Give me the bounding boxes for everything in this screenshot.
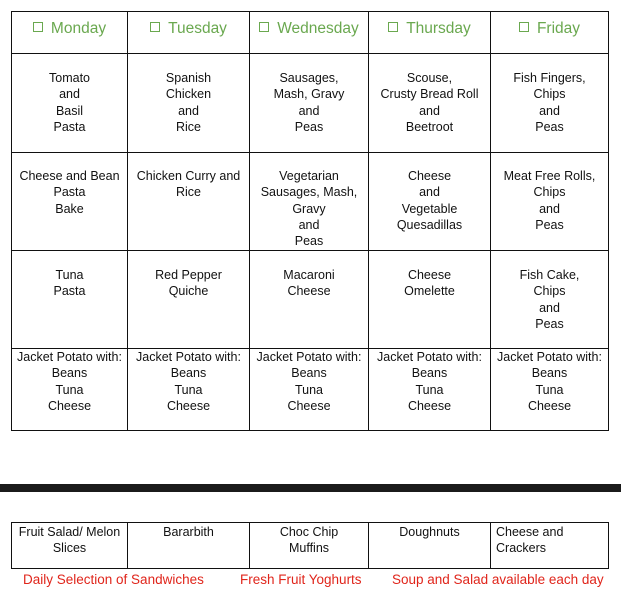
- dessert-line-top: [11, 522, 609, 523]
- dessert-cell: Doughnuts: [399, 525, 460, 539]
- footer-soup-salad: Soup and Salad available each day: [392, 572, 604, 587]
- menu-cell: Jacket Potato with: Beans Tuna Cheese: [497, 350, 602, 413]
- menu-cell: Jacket Potato with: Beans Tuna Cheese: [136, 350, 241, 413]
- menu-cell: Meat Free Rolls, Chips and Peas: [503, 169, 596, 232]
- checkbox-icon: [150, 22, 160, 32]
- menu-cell: Scouse, Crusty Bread Roll and Beetroot: [380, 71, 479, 134]
- dessert-cell: Fruit Salad/ Melon Slices: [18, 525, 121, 556]
- menu-cell: Red Pepper Quiche: [155, 268, 222, 299]
- menu-cell: Macaroni Cheese: [283, 268, 335, 299]
- menu-cell: Vegetarian Sausages, Mash, Gravy and Peas: [260, 169, 358, 249]
- menu-cell: Cheese Omelette: [404, 268, 455, 299]
- dessert-col-line-4: [490, 522, 491, 569]
- menu-cell: Cheese and Vegetable Quesadillas: [396, 169, 463, 232]
- footer-yoghurts: Fresh Fruit Yoghurts: [240, 572, 362, 587]
- menu-cell: Fish Fingers, Chips and Peas: [513, 71, 586, 134]
- dessert-cell: Bararbith: [163, 525, 214, 539]
- grid-line-row3: [11, 250, 609, 251]
- menu-cell: Chicken Curry and Rice: [136, 169, 241, 200]
- grid-line-top: [11, 11, 609, 12]
- grid-line-row2: [11, 152, 609, 153]
- menu-cell: Spanish Chicken and Rice: [165, 71, 212, 134]
- menu-cell: Tuna Pasta: [53, 268, 86, 299]
- menu-cell: Fish Cake, Chips and Peas: [519, 268, 580, 331]
- dessert-cell: Choc Chip Muffins: [279, 525, 339, 556]
- day-header-thursday: Thursday: [369, 19, 490, 39]
- checkbox-icon: [33, 22, 43, 32]
- checkbox-icon: [259, 22, 269, 32]
- menu-cell: Jacket Potato with: Beans Tuna Cheese: [377, 350, 482, 413]
- dessert-cell: Cheese and Crackers: [496, 525, 564, 556]
- grid-line-bottom: [11, 430, 609, 431]
- checkbox-icon: [519, 22, 529, 32]
- menu-cell: Tomato and Basil Pasta: [49, 71, 90, 134]
- menu-cell: Sausages, Mash, Gravy and Peas: [273, 71, 345, 134]
- menu-cell: Jacket Potato with: Beans Tuna Cheese: [256, 350, 362, 413]
- dessert-line-bottom: [11, 568, 609, 569]
- menu-cell: Cheese and Bean Pasta Bake: [19, 169, 120, 216]
- checkbox-icon: [388, 22, 398, 32]
- grid-line-row1: [11, 53, 609, 54]
- section-divider: [0, 484, 621, 492]
- day-header-wednesday: Wednesday: [250, 19, 368, 39]
- dessert-col-line-5: [608, 522, 609, 569]
- menu-cell: Jacket Potato with: Beans Tuna Cheese: [17, 350, 122, 413]
- footer-sandwiches: Daily Selection of Sandwiches: [23, 572, 204, 587]
- day-header-friday: Friday: [491, 19, 608, 39]
- day-header-tuesday: Tuesday: [128, 19, 249, 39]
- day-header-monday: Monday: [12, 19, 127, 39]
- grid-col-line-5: [608, 11, 609, 431]
